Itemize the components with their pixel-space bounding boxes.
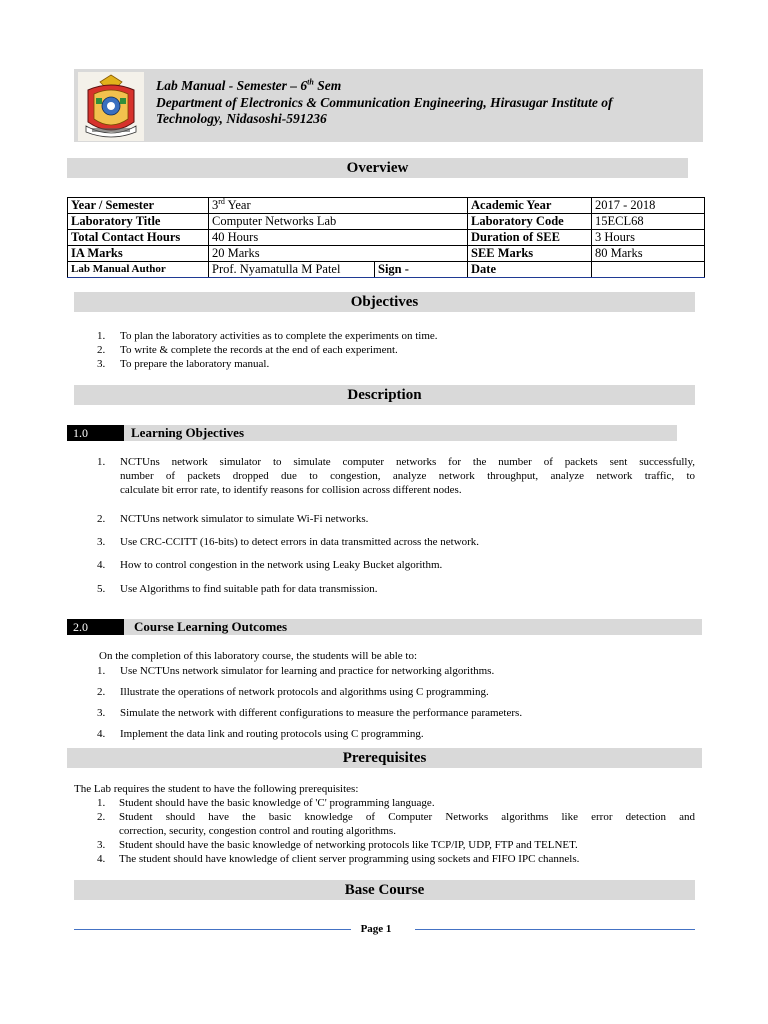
see-marks-label: SEE Marks: [468, 246, 592, 262]
year-semester-label: Year / Semester: [68, 198, 209, 214]
table-row: [68, 230, 705, 246]
year-semester-value: 3rd Year: [209, 198, 468, 214]
ia-marks-value: 20 Marks: [209, 246, 468, 262]
subsection-learning-objectives: [67, 425, 677, 441]
duration-see-value: 3 Hours: [592, 230, 705, 246]
academic-year-value: 2017 - 2018: [592, 198, 705, 214]
prerequisites-intro: The Lab requires the student to have the following prerequisites:: [74, 783, 359, 795]
lab-code-label: Laboratory Code: [468, 214, 592, 230]
author-label: Lab Manual Author: [68, 262, 209, 278]
date-label: Date: [468, 262, 592, 278]
see-marks-value: 80 Marks: [592, 246, 705, 262]
subsection-number: 2.0: [67, 619, 124, 635]
lab-code-value: 15ECL68: [592, 214, 705, 230]
list-item: 1. NCTUns network simulator to simulate computer networks for the number of packets sent successfully, number of packets dropped due to congestion, analyze network throughput, analyze network traffic, to calculate bit error rate, to identify reasons for collision across different nodes.: [97, 456, 695, 496]
header-semester-line: Lab Manual - Semester – 6th Sem: [156, 77, 342, 93]
author-value: Prof. Nyamatulla M Patel: [209, 262, 375, 278]
section-overview: Overview: [67, 158, 688, 178]
duration-see-label: Duration of SEE: [468, 230, 592, 246]
section-base-course: Base Course: [74, 880, 695, 900]
contact-hours-value: 40 Hours: [209, 230, 468, 246]
section-prerequisites: Prerequisites: [67, 748, 702, 768]
footer-line-left: [74, 929, 351, 930]
list-item: 2. Student should have the basic knowledge of Computer Networks algorithms like error detection and correction, security, congestion control and routing algorithms.: [97, 811, 695, 837]
subsection-title: Course Learning Outcomes: [134, 619, 288, 634]
academic-year-label: Academic Year: [468, 198, 592, 214]
contact-hours-label: Total Contact Hours: [68, 230, 209, 246]
table-row: [68, 246, 705, 262]
subsection-title: Learning Objectives: [131, 425, 245, 440]
page-number: Page 1: [360, 923, 392, 935]
lab-title-label: Laboratory Title: [68, 214, 209, 230]
table-row: [68, 214, 705, 230]
section-description: Description: [74, 385, 695, 405]
table-row: [68, 198, 705, 214]
footer-line-right: [415, 929, 695, 930]
sign-label: Sign -: [375, 262, 468, 278]
outcomes-intro: On the completion of this laboratory course, the students will be able to:: [99, 650, 418, 662]
subsection-course-outcomes: [67, 619, 702, 635]
subsection-number: 1.0: [67, 425, 124, 441]
table-row: [68, 262, 705, 278]
header-institute-line: Technology, Nidasoshi-591236: [156, 111, 327, 126]
lab-title-value: Computer Networks Lab: [209, 214, 468, 230]
overview-table: [67, 197, 705, 278]
institute-logo-icon: [78, 72, 144, 141]
header-department-line: Department of Electronics & Communication Engineering, Hirasugar Institute of: [156, 95, 613, 110]
date-value: [592, 262, 705, 278]
ia-marks-label: IA Marks: [68, 246, 209, 262]
section-objectives: Objectives: [74, 292, 695, 312]
